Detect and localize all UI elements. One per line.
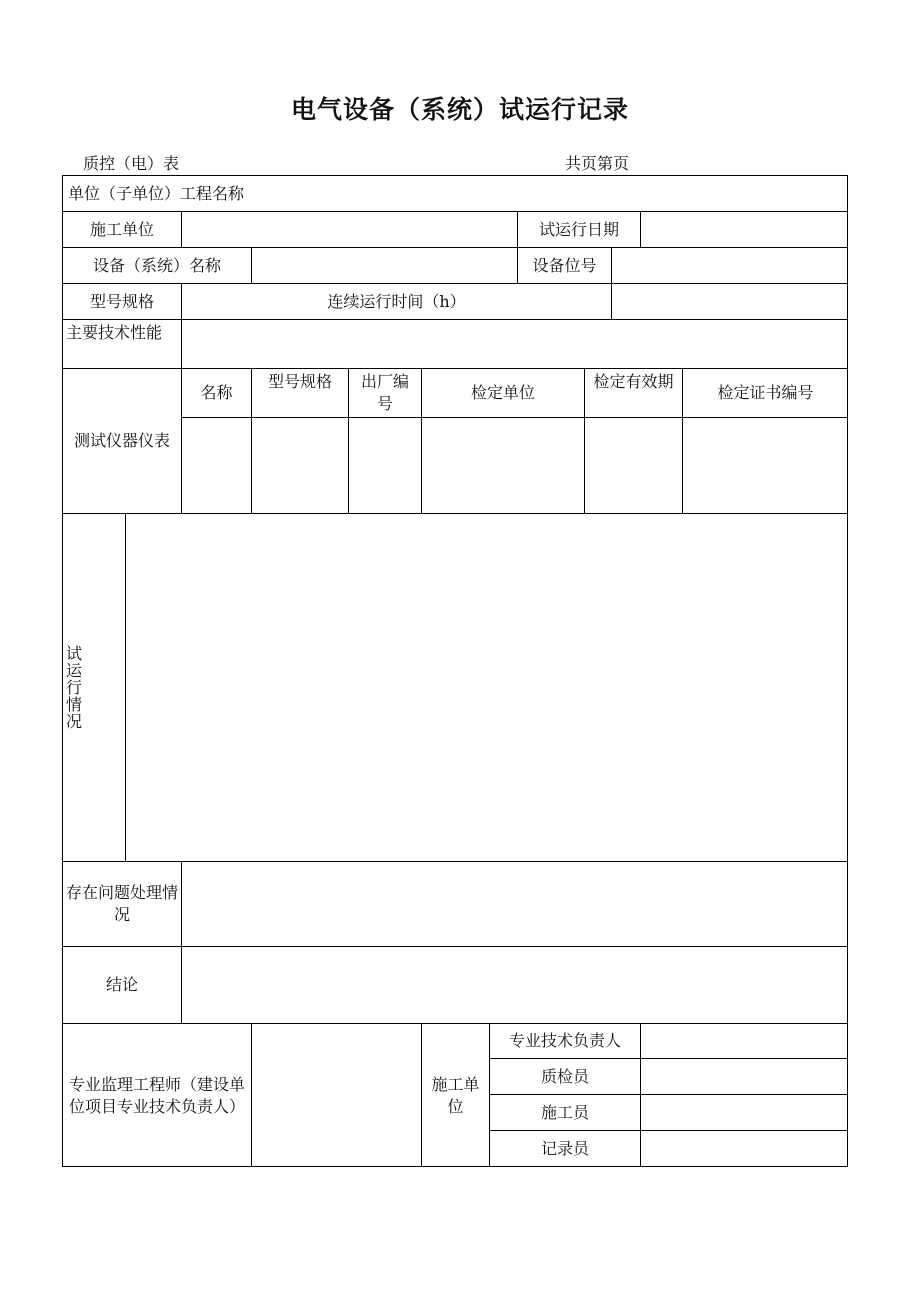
instruments-label: 测试仪器仪表: [62, 368, 181, 513]
instrument-col-serial: 出厂编号: [348, 368, 421, 417]
instrument-col-certificate: 检定证书编号: [682, 368, 848, 417]
role-constructor-label: 施工员: [489, 1094, 640, 1130]
model-spec-label: 型号规格: [62, 283, 181, 319]
problems-label: 存在问题处理情况: [62, 861, 181, 946]
role-quality-inspector-label: 质检员: [489, 1058, 640, 1094]
construction-unit-label: 施工单位: [62, 211, 181, 247]
supervisor-label: 专业监理工程师（建设单位项目专业技术负责人）: [62, 1023, 251, 1167]
main-performance-label: 主要技术性能: [62, 319, 181, 368]
instrument-col-name: 名称: [181, 368, 251, 417]
continuous-time-label: 连续运行时间（h）: [181, 283, 611, 319]
trial-date-label: 试运行日期: [517, 211, 640, 247]
role-tech-lead-label: 专业技术负责人: [489, 1023, 640, 1058]
equipment-name-label: 设备（系统）名称: [62, 247, 251, 283]
instrument-col-model: 型号规格: [251, 368, 348, 417]
conclusion-label: 结论: [62, 946, 181, 1023]
instrument-col-validity: 检定有效期: [584, 368, 682, 417]
trial-status-label: 试运行情况: [66, 644, 83, 731]
equipment-position-label: 设备位号: [517, 247, 611, 283]
form-code: 质控（电）表: [83, 154, 180, 173]
page-info: 共页第页: [565, 154, 630, 173]
form-outer-border: [62, 175, 848, 1167]
signature-construction-unit-label: 施工单位: [421, 1023, 489, 1167]
instrument-col-calibration-unit: 检定单位: [421, 368, 584, 417]
page-title: 电气设备（系统）试运行记录: [290, 95, 629, 124]
project-name-label: 单位（子单位）工程名称: [62, 175, 848, 211]
role-recorder-label: 记录员: [489, 1130, 640, 1167]
